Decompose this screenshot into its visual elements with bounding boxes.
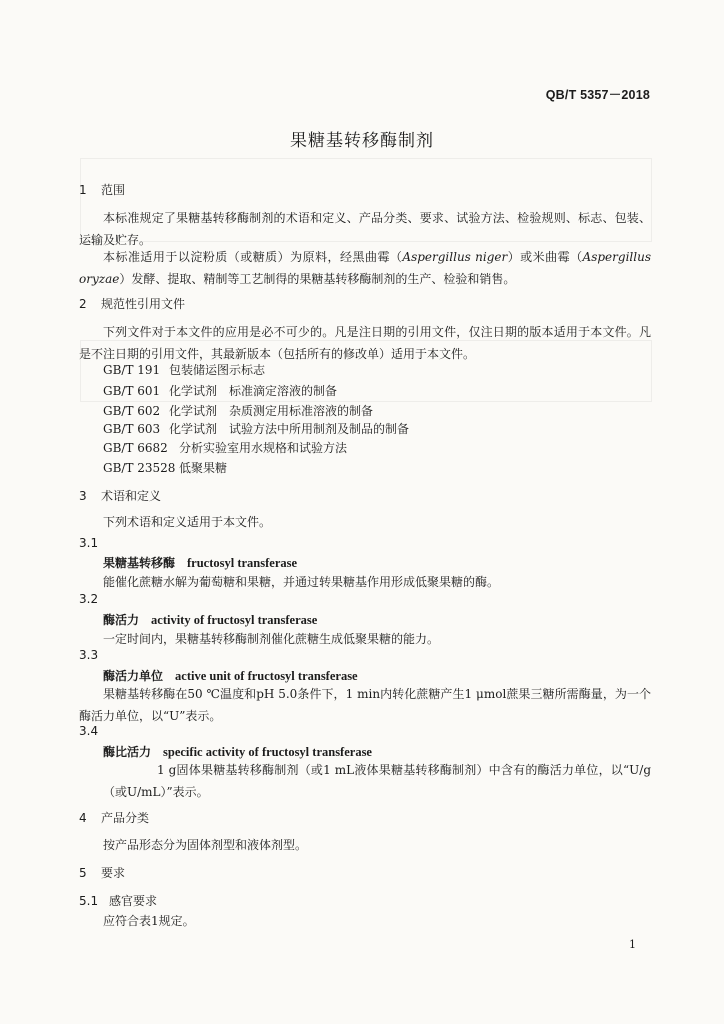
reference-title: 化学试剂 试验方法中所用制剂及制品的制备 bbox=[169, 422, 410, 436]
section-title: 要求 bbox=[101, 866, 126, 880]
reference-title: 化学试剂 标准滴定溶液的制备 bbox=[169, 384, 338, 398]
term-heading bbox=[103, 554, 297, 571]
subsection-number: 5.1 bbox=[79, 894, 99, 908]
section-title: 规范性引用文件 bbox=[101, 297, 186, 311]
term-number: 3.4 bbox=[79, 724, 99, 738]
species-name: Aspergillus oryzae bbox=[79, 250, 651, 286]
standard-code: QB/T 5357－2018 bbox=[545, 88, 650, 102]
term-en: active unit of fructosyl transferase bbox=[175, 669, 358, 683]
scope-paragraph-2 bbox=[79, 246, 651, 290]
reference-code: GB/T 6682 bbox=[103, 441, 168, 455]
species-name: Aspergillus niger bbox=[402, 250, 508, 264]
text-run: ）或米曲霉（ bbox=[507, 250, 583, 264]
subsection-heading bbox=[79, 892, 157, 909]
reference-code: GB/T 601 bbox=[103, 384, 161, 398]
reference-item bbox=[103, 439, 347, 456]
reference-item bbox=[103, 382, 337, 399]
reference-code: GB/T 191 bbox=[103, 363, 161, 377]
section-number: 2 bbox=[79, 297, 87, 311]
requirements-paragraph: 应符合表1规定。 bbox=[103, 914, 195, 928]
term-en: specific activity of fructosyl transferase bbox=[163, 745, 372, 759]
text-run: ）发酵、提取、精制等工艺制得的果糖基转移酶制剂的生产、检验和销售。 bbox=[119, 272, 516, 286]
term-definition: 果糖基转移酶在50 ℃温度和pH 5.0条件下，1 min内转化蔗糖产生1 μmol蔗果三糖所需酶量，为一个酶活力单位，以“U”表示。 bbox=[79, 687, 651, 723]
section-heading-scope bbox=[79, 181, 125, 198]
reference-title: 低聚果糖 bbox=[179, 461, 228, 475]
section-heading-references bbox=[79, 295, 185, 312]
term-heading bbox=[103, 667, 358, 684]
term-definition: 一定时间内，果糖基转移酶制剂催化蔗糖生成低聚果糖的能力。 bbox=[103, 632, 440, 646]
term-zh: 酶活力 bbox=[103, 613, 140, 627]
references-intro: 下列文件对于本文件的应用是必不可少的。凡是注日期的引用文件，仅注日期的版本适用于本文件。凡是不注日期的引用文件，其最新版本（包括所有的修改单）适用于本文件。 bbox=[79, 325, 651, 361]
term-heading bbox=[103, 611, 317, 628]
term-zh: 酶活力单位 bbox=[103, 669, 164, 683]
reference-item bbox=[103, 361, 265, 378]
reference-title: 包装储运图示标志 bbox=[169, 363, 266, 377]
reference-item bbox=[103, 459, 227, 476]
page-number: 1 bbox=[629, 938, 636, 951]
scope-paragraph-1: 本标准规定了果糖基转移酶制剂的术语和定义、产品分类、要求、试验方法、检验规则、标志、包装、运输及贮存。 bbox=[79, 211, 651, 247]
term-definition: 1 g固体果糖基转移酶制剂（或1 mL液体果糖基转移酶制剂）中含有的酶活力单位，以“U/g（或U/mL）”表示。 bbox=[103, 763, 651, 799]
subsection-title: 感官要求 bbox=[109, 894, 158, 908]
reference-item bbox=[103, 402, 373, 419]
reference-title: 分析实验室用水规格和试验方法 bbox=[179, 441, 348, 455]
reference-item bbox=[103, 420, 409, 437]
term-heading bbox=[103, 743, 372, 760]
reference-code: GB/T 23528 bbox=[103, 461, 176, 475]
section-heading-terms bbox=[79, 487, 161, 504]
document-title: 果糖基转移酶制剂 bbox=[290, 131, 434, 151]
section-title: 产品分类 bbox=[101, 811, 150, 825]
reference-code: GB/T 603 bbox=[103, 422, 161, 436]
classification-paragraph: 按产品形态分为固体剂型和液体剂型。 bbox=[103, 838, 308, 852]
section-title: 术语和定义 bbox=[101, 489, 162, 503]
term-number: 3.2 bbox=[79, 592, 99, 606]
section-number: 3 bbox=[79, 489, 87, 503]
terms-intro: 下列术语和定义适用于本文件。 bbox=[103, 515, 272, 529]
reference-title: 化学试剂 杂质测定用标准溶液的制备 bbox=[169, 404, 374, 418]
section-heading-requirements bbox=[79, 864, 125, 881]
term-en: fructosyl transferase bbox=[187, 556, 298, 570]
term-zh: 酶比活力 bbox=[103, 745, 152, 759]
section-number: 1 bbox=[79, 183, 87, 197]
term-en: activity of fructosyl transferase bbox=[151, 613, 318, 627]
section-number: 4 bbox=[79, 811, 87, 825]
term-definition: 能催化蔗糖水解为葡萄糖和果糖，并通过转果糖基作用形成低聚果糖的酶。 bbox=[103, 575, 500, 589]
section-title: 范围 bbox=[101, 183, 126, 197]
term-number: 3.1 bbox=[79, 536, 99, 550]
text-run: 本标准适用于以淀粉质（或糖质）为原料，经黑曲霉（ bbox=[103, 250, 403, 264]
section-heading-classification bbox=[79, 809, 149, 826]
reference-code: GB/T 602 bbox=[103, 404, 161, 418]
term-zh: 果糖基转移酶 bbox=[103, 556, 176, 570]
section-number: 5 bbox=[79, 866, 87, 880]
term-number: 3.3 bbox=[79, 648, 99, 662]
